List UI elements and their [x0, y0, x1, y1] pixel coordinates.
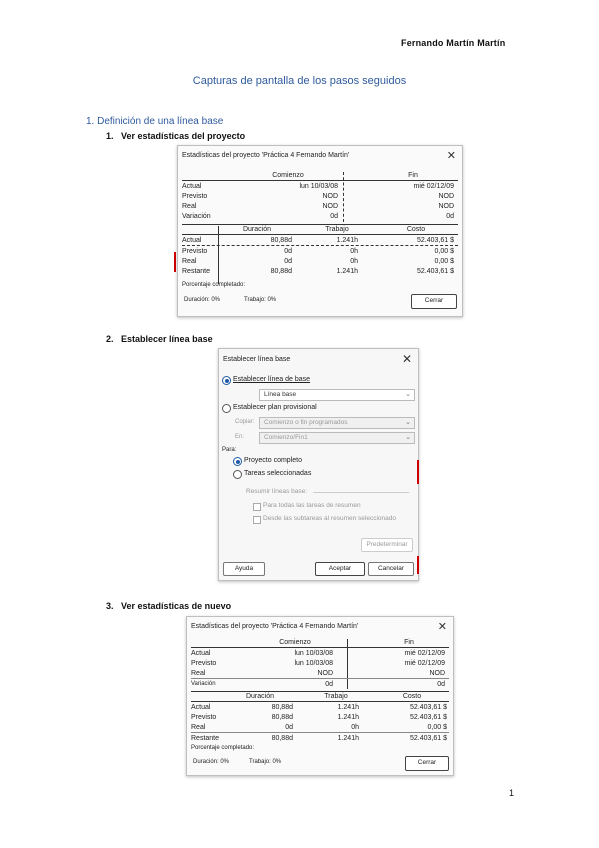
in-select-value: Comienzo/Fin1	[264, 434, 308, 441]
project-statistics-dialog	[177, 145, 463, 317]
close-button[interactable]: Cerrar	[411, 294, 457, 309]
stat-row-end: 0d	[446, 213, 454, 220]
step-3-heading	[106, 601, 231, 611]
chevron-down-icon: ⌄	[405, 419, 411, 426]
col-end-header: Fin	[404, 639, 414, 646]
chevron-down-icon: ⌄	[405, 391, 411, 398]
stat-row-start: 0d	[325, 681, 333, 688]
chevron-down-icon: ⌄	[405, 434, 411, 441]
step-2-heading	[106, 334, 213, 344]
baseline-select-value: Línea base	[264, 391, 297, 398]
stat-row-work: 1.241h	[336, 268, 358, 275]
red-border-mark	[417, 556, 419, 574]
author-name: Fernando Martín Martín	[401, 38, 506, 48]
stat-row-label: Previsto	[191, 660, 217, 667]
stat-row-duration: 80,88d	[270, 268, 292, 275]
chk-summary-tasks[interactable]	[253, 503, 261, 511]
stat-row-label: Real	[182, 203, 197, 210]
radio-set-baseline[interactable]	[222, 376, 231, 385]
percent-duration: Duración: 0%	[184, 297, 221, 303]
set-as-default-button[interactable]: Predeterminar	[361, 538, 413, 552]
for-label: Para:	[222, 447, 237, 453]
stat-row-cost: 0,00 $	[434, 248, 454, 255]
stat-row-end: NOD	[429, 670, 445, 677]
stat-row-label: Actual	[182, 183, 202, 190]
chk-from-subtasks[interactable]	[253, 516, 261, 524]
col-start-header: Comienzo	[272, 172, 304, 179]
step-label: Ver estadísticas de nuevo	[121, 601, 232, 611]
stat-row-label: Previsto	[182, 193, 208, 200]
stat-row-label: Previsto	[182, 248, 208, 255]
stat-row-start: lun 10/03/08	[299, 183, 338, 190]
help-button[interactable]: Ayuda	[223, 562, 265, 576]
stat-row-label: Real	[182, 258, 197, 265]
stat-row-work: 1.241h	[337, 704, 359, 711]
chk-summary-label: Para todas las tareas de resumen	[263, 502, 361, 509]
stat-row-cost: 52.403,61 $	[410, 704, 447, 711]
chk-subtasks-label: Desde las subtareas al resumen seleccionado	[263, 515, 396, 522]
stat-row-cost: 52.403,61 $	[410, 714, 447, 721]
stat-row-end: mié 02/12/09	[404, 650, 445, 657]
stat-row-end: NOD	[438, 203, 454, 210]
full-project-label: Proyecto completo	[244, 457, 302, 464]
red-border-mark	[174, 252, 176, 272]
step-1-heading	[106, 131, 245, 141]
stat-row-start: NOD	[317, 670, 333, 677]
section-heading: 1. Definición de una línea base	[86, 116, 224, 127]
stat-row-cost: 52.403,61 $	[417, 268, 454, 275]
cancel-button[interactable]: Cancelar	[368, 562, 414, 576]
step-label: Ver estadísticas del proyecto	[121, 131, 246, 141]
close-icon[interactable]: ✕	[437, 621, 447, 633]
col-cost-header: Costo	[406, 226, 426, 233]
copy-select-value: Comienzo o fin programados	[264, 419, 348, 426]
radio-selected-tasks[interactable]	[233, 470, 242, 479]
stat-row-label: Previsto	[191, 714, 217, 721]
stat-row-work: 1.241h	[337, 735, 359, 742]
dialog-title: Estadísticas del proyecto 'Práctica 4 Fernando Martín'	[191, 623, 359, 630]
col-start-header: Comienzo	[279, 639, 311, 646]
stat-row-duration: 0d	[284, 248, 292, 255]
step-number: 1.	[106, 131, 114, 141]
percent-work: Trabajo: 0%	[244, 297, 277, 303]
stat-row-cost: 52.403,61 $	[417, 237, 454, 244]
radio-full-project[interactable]	[233, 457, 242, 466]
stat-row-label: Actual	[191, 650, 211, 657]
stat-row-duration: 80,88d	[271, 714, 293, 721]
step-number: 3.	[106, 601, 114, 611]
col-duration-header: Duración	[245, 693, 274, 700]
red-border-mark	[417, 460, 419, 484]
stat-row-duration: 80,88d	[271, 704, 293, 711]
set-interim-label: Establecer plan provisional	[233, 404, 317, 411]
close-icon[interactable]: ✕	[446, 150, 456, 162]
close-icon[interactable]: ✕	[401, 352, 412, 366]
stat-row-cost: 0,00 $	[434, 258, 454, 265]
percent-work: Trabajo: 0%	[249, 759, 282, 765]
percent-complete-label: Porcentaje completado:	[191, 745, 255, 751]
stat-row-cost: 52.403,61 $	[410, 735, 447, 742]
stat-row-label: Real	[191, 670, 206, 677]
stat-row-label: Actual	[191, 704, 211, 711]
stat-row-duration: 0d	[284, 258, 292, 265]
stat-row-label: Variación	[182, 213, 211, 220]
copy-select[interactable]	[259, 417, 415, 429]
stat-row-label: Actual	[182, 237, 202, 244]
stat-row-label: Restante	[191, 735, 220, 742]
col-cost-header: Costo	[402, 693, 422, 700]
stat-row-work: 0h	[350, 248, 358, 255]
rollup-label: Resumir líneas base:	[246, 488, 308, 495]
stat-row-label: Variación	[191, 681, 216, 687]
stat-row-end: 0d	[437, 681, 445, 688]
stat-row-start: 0d	[330, 213, 338, 220]
stat-row-end: mié 02/12/09	[404, 660, 445, 667]
col-duration-header: Duración	[242, 226, 271, 233]
dialog-title: Establecer línea base	[223, 356, 291, 363]
stat-row-work: 1.241h	[337, 714, 359, 721]
copy-label: Copiar:	[235, 419, 255, 425]
stat-row-duration: 80,88d	[271, 735, 293, 742]
page-number: 1	[509, 788, 515, 798]
stat-row-duration: 80,88d	[270, 237, 292, 244]
col-end-header: Fin	[408, 172, 418, 179]
stat-row-cost: 0,00 $	[427, 724, 447, 731]
project-statistics-dialog-2	[186, 616, 454, 776]
percent-duration: Duración: 0%	[193, 759, 230, 765]
stat-row-start: NOD	[322, 193, 338, 200]
stat-row-work: 0h	[351, 724, 359, 731]
set-baseline-dialog	[218, 348, 419, 581]
set-baseline-label: Establecer línea de base	[233, 376, 311, 383]
in-select[interactable]	[259, 432, 415, 444]
selected-tasks-label: Tareas seleccionadas	[244, 470, 312, 477]
stat-row-duration: 0d	[285, 724, 293, 731]
in-label: En:	[235, 434, 245, 440]
stat-row-start: lun 10/03/08	[294, 650, 333, 657]
stat-row-label: Restante	[182, 268, 211, 275]
stat-row-label: Real	[191, 724, 206, 731]
close-button[interactable]: Cerrar	[405, 756, 449, 771]
stat-row-work: 0h	[350, 258, 358, 265]
baseline-select[interactable]	[259, 389, 415, 401]
step-number: 2.	[106, 334, 114, 344]
stat-row-work: 1.241h	[336, 237, 358, 244]
percent-complete-label: Porcentaje completado:	[182, 282, 246, 288]
ok-button[interactable]: Aceptar	[315, 562, 365, 576]
stat-row-end: NOD	[438, 193, 454, 200]
col-work-header: Trabajo	[325, 226, 349, 233]
stat-row-start: NOD	[322, 203, 338, 210]
dialog-title: Estadísticas del proyecto 'Práctica 4 Fernando Martín'	[182, 152, 350, 159]
radio-set-interim[interactable]	[222, 404, 231, 413]
stat-row-end: mié 02/12/09	[413, 183, 454, 190]
step-label: Establecer línea base	[121, 334, 213, 344]
stat-row-start: lun 10/03/08	[294, 660, 333, 667]
col-work-header: Trabajo	[324, 693, 348, 700]
document-title: Capturas de pantalla de los pasos seguidos	[192, 75, 407, 87]
